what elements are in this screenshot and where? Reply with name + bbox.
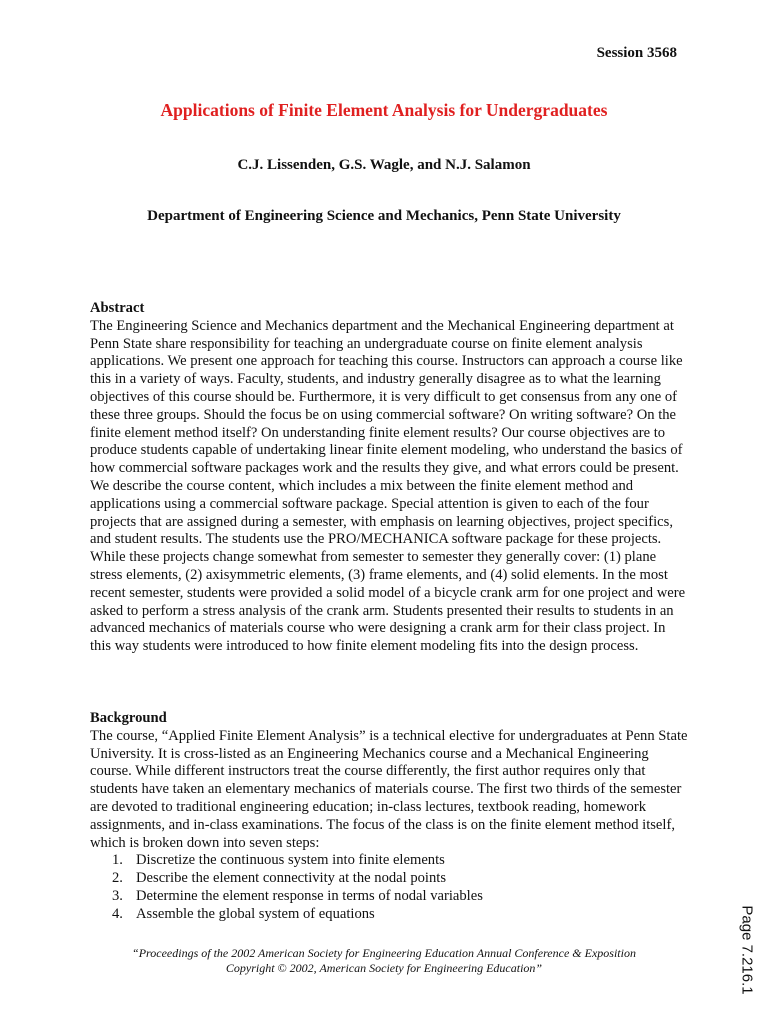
- paper-title: Applications of Finite Element Analysis for Undergraduates: [160, 100, 608, 120]
- list-item-text: Assemble the global system of equations: [136, 905, 375, 922]
- footer-line-2: Copyright © 2002, American Society for Engineering Education”: [225, 961, 543, 975]
- list-item: [112, 870, 688, 888]
- background-heading: Background: [90, 710, 167, 726]
- list-item-number: 3.: [112, 887, 123, 904]
- list-item-text: Describe the element connectivity at the nodal points: [136, 870, 447, 887]
- list-item-number: 1.: [112, 852, 123, 869]
- list-item: [112, 888, 688, 906]
- proceedings-footer: [0, 946, 768, 976]
- session-number: Session 3568: [596, 45, 677, 61]
- list-item-text: Determine the element response in terms of nodal variables: [136, 887, 483, 904]
- abstract-text: The Engineering Science and Mechanics department and the Mechanical Engineering department at Penn State share responsibility for teaching an undergraduate course on finite element analysis applications. We present one approach for teaching this course. Instructors can approach a course like this in a variety of ways. Faculty, students, and industry generally disagree as to what the learning objectives of this course should be. Furthermore, it is very difficult to get consensus from any one of these three groups. Should the focus be on using commercial software? On writing software? On the finite element method itself? On understanding finite element results? Our course objectives are to produce students capable of undertaking linear finite element modeling, who understand the basics of how commercial software packages work and the results they give, and what errors could be present. We describe the course content, which includes a mix between the finite element method and applications using a commercial software package. Special attention is given to each of the four projects that are assigned during a semester, with emphasis on learning objectives, project specifics, and student results. The students use the PRO/MECHANICA software package for these projects. While these projects change somewhat from semester to semester they generally cover: (1) plane stress elements, (2) axisymmetric elements, (3) frame elements, and (4) solid elements. In the most recent semester, students were provided a solid model of a bicycle crank arm for one project and were asked to perform a stress analysis of the crank arm. Students presented their results to students in an advanced mechanics of materials course who were designing a crank arm for their class project. In this way students were introduced to how finite element modeling fits into the design process.: [90, 317, 686, 655]
- list-item: [112, 852, 688, 870]
- list-item-text: Discretize the continuous system into finite elements: [136, 852, 445, 869]
- footer-line-1: “Proceedings of the 2002 American Society for Engineering Education Annual Conference & Exposition: [132, 946, 636, 960]
- author-affiliation: Department of Engineering Science and Mechanics, Penn State University: [147, 208, 621, 224]
- page-number-label: Page 7.216.1: [738, 905, 756, 995]
- steps-list: [90, 852, 688, 923]
- list-item-number: 4.: [112, 905, 123, 922]
- abstract-heading: Abstract: [90, 300, 145, 316]
- abstract-section: [90, 300, 688, 656]
- background-section: [90, 710, 688, 924]
- background-text: The course, “Applied Finite Element Analysis” is a technical elective for undergraduates at Penn State University. It is cross-listed as an Engineering Mechanics course and a Mechanical Engineering course. While different instructors treat the course differently, the first author requires only that students have taken an elementary mechanics of materials course. The first two thirds of the semester are devoted to traditional engineering education; in-class lectures, textbook reading, homework assignments, and in-class examinations. The focus of the class is on the finite element method itself, which is broken down into seven steps:: [90, 727, 688, 851]
- list-item: [112, 906, 688, 924]
- paper-authors: C.J. Lissenden, G.S. Wagle, and N.J. Salamon: [237, 157, 531, 173]
- list-item-number: 2.: [112, 870, 123, 887]
